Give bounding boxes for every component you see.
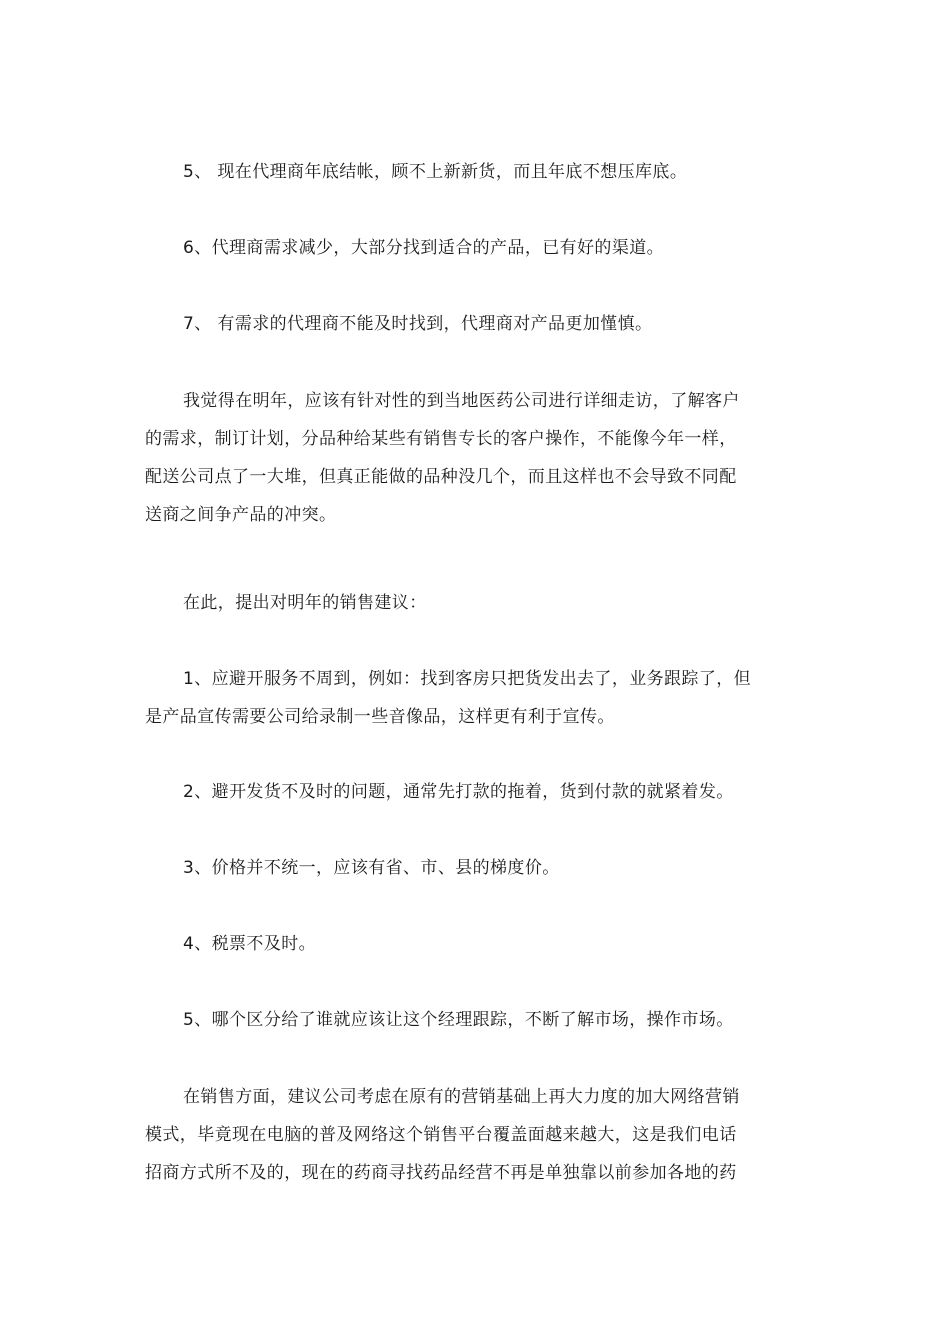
suggestion-intro: 在此，提出对明年的销售建议：	[183, 593, 427, 613]
suggestion-item-1	[145, 660, 810, 736]
paragraph-line: 招商方式所不及的，现在的药商寻找药品经营不再是单独靠以前参加各地的药	[145, 1163, 737, 1183]
list-item-5-reason: 5、 现在代理商年底结帐，顾不上新新货，而且年底不想压库底。	[183, 162, 688, 182]
paragraph-line: 1、应避开服务不周到，例如：找到客房只把货发出去了，业务跟踪了，但	[183, 669, 752, 689]
list-item-7-reason: 7、 有需求的代理商不能及时找到，代理商对产品更加慬慎。	[183, 314, 653, 334]
paragraph-line: 我觉得在明年，应该有针对性的到当地医药公司进行详细走访，了解客户	[183, 391, 740, 411]
list-item-6-reason: 6、代理商需求减少，大部分找到适合的产品，已有好的渠道。	[183, 238, 665, 258]
suggestion-item-2: 2、避开发货不及时的问题，通常先打款的拖着，货到付款的就紧着发。	[183, 782, 734, 802]
paragraph-line: 配送公司点了一大堆，但真正能做的品种没几个，而且这样也不会导致不同配	[145, 467, 737, 487]
paragraph-line: 模式，毕竟现在电脑的普及网络这个销售平台覆盖面越来越大，这是我们电话	[145, 1125, 737, 1145]
suggestion-item-3: 3、价格并不统一，应该有省、市、县的梯度价。	[183, 858, 560, 878]
suggestion-item-5: 5、哪个区分给了谁就应该让这个经理跟踪，不断了解市场，操作市场。	[183, 1010, 734, 1030]
paragraph-line: 送商之间争产品的冲突。	[145, 505, 337, 525]
sales-aspect-paragraph	[145, 1078, 810, 1192]
suggestion-item-4: 4、税票不及时。	[183, 934, 317, 954]
paragraph-line: 的需求，制订计划，分品种给某些有销售专长的客户操作，不能像今年一样，	[145, 429, 737, 449]
paragraph-line: 在销售方面，建议公司考虑在原有的营销基础上再大力度的加大网络营销	[183, 1087, 740, 1107]
opinion-paragraph	[145, 382, 810, 534]
paragraph-line: 是产品宣传需要公司给录制一些音像品，这样更有利于宣传。	[145, 707, 615, 727]
